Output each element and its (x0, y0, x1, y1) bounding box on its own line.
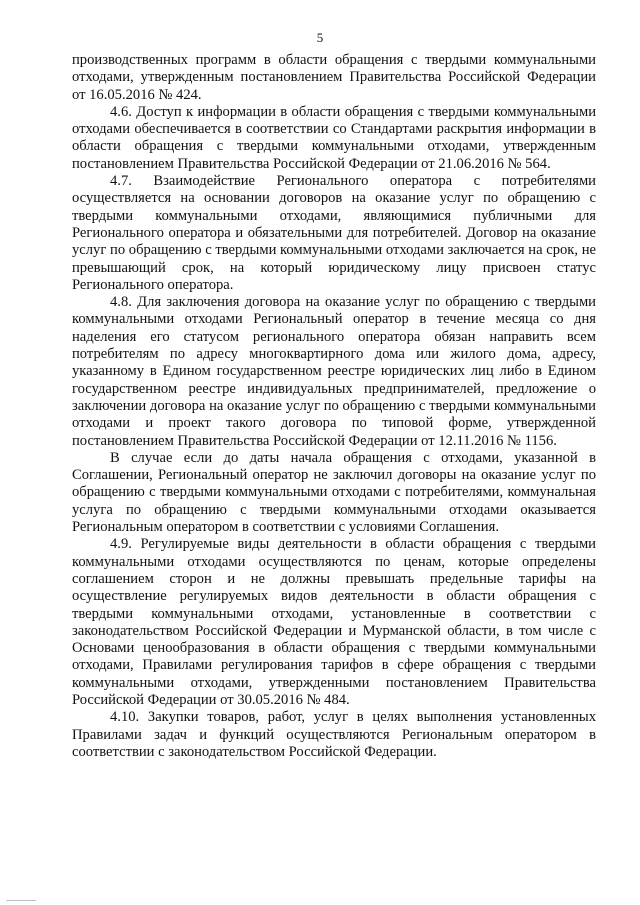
paragraph-4-10: 4.10. Закупки товаров, работ, услуг в целях выполнения установленных Правилами задач и функций осуществляются Региональным оператором в соответствии с законодательством Российской Федерации. (72, 709, 596, 760)
paragraph-4-6: 4.6. Доступ к информации в области обращения с твердыми коммунальными отходами обеспечивается в соответствии со Стандартами раскрытия информации в области обращения с твердыми коммунальными отходами, утвержденным постановлением Правительства Российской Федерации от 21.06.2016 № 564. (72, 103, 596, 172)
page-number: 5 (316, 30, 324, 45)
paragraph-4-8: 4.8. Для заключения договора на оказание услуг по обращению с твердыми коммунальными отходами Региональный оператор в течение месяца со дня наделения его статусом регионального оператора обязан направить всем потребителям по адресу многоквартирного дома или жилого дома, адресу, указанному в Едином государственном реестре юридических лиц либо в Едином государственном реестре индивидуальных предпринимателей, предложение о заключении договора на оказание услуг по обращению с твердыми коммунальными отходами и проект такого договора по типовой форме, утвержденной постановлением Правительства Российской Федерации от 12.11.2016 № 1156. (72, 294, 596, 449)
document-body (72, 52, 596, 761)
scan-edge-mark (6, 900, 36, 901)
paragraph-4-9: 4.9. Регулируемые виды деятельности в области обращения с твердыми коммунальными отходами осуществляются по ценам, которые определены соглашением сторон и не должны превышать предельные тарифы на осуществление регулируемых видов деятельности в области обращения с твердыми коммунальными отходами, установленные в соответствии с законодательством Российской Федерации и Мурманской области, в том числе с Основами ценообразования в области обращения с твердыми коммунальными отходами, Правилами регулирования тарифов в сфере обращения с твердыми коммунальными отходами, утвержденными постановлением Правительства Российской Федерации от 30.05.2016 № 484. (72, 536, 596, 708)
paragraph-4-8-note: В случае если до даты начала обращения с отходами, указанной в Соглашении, Региональный оператор не заключил договоры на оказание услуг по обращению с твердыми коммунальными отходами с потребителями, коммунальная услуга по обращению с твердыми коммунальными отходами оказывается Региональным оператором в соответствии с условиями Соглашения. (72, 449, 596, 536)
paragraph-continuation: производственных программ в области обращения с твердыми коммунальными отходами, утвержденным постановлением Правительства Российской Федерации от 16.05.2016 № 424. (72, 52, 596, 103)
paragraph-4-7: 4.7. Взаимодействие Регионального оператора с потребителями осуществляется на основании договоров на оказание услуг по обращению с твердыми коммунальными отходами, являющимися публичными для Регионального оператора и обязательными для потребителей. Договор на оказание услуг по обращению с твердыми коммунальными отходами заключается на срок, не превышающий срок, на который юридическому лицу присвоен статус Регионального оператора. (72, 173, 596, 293)
